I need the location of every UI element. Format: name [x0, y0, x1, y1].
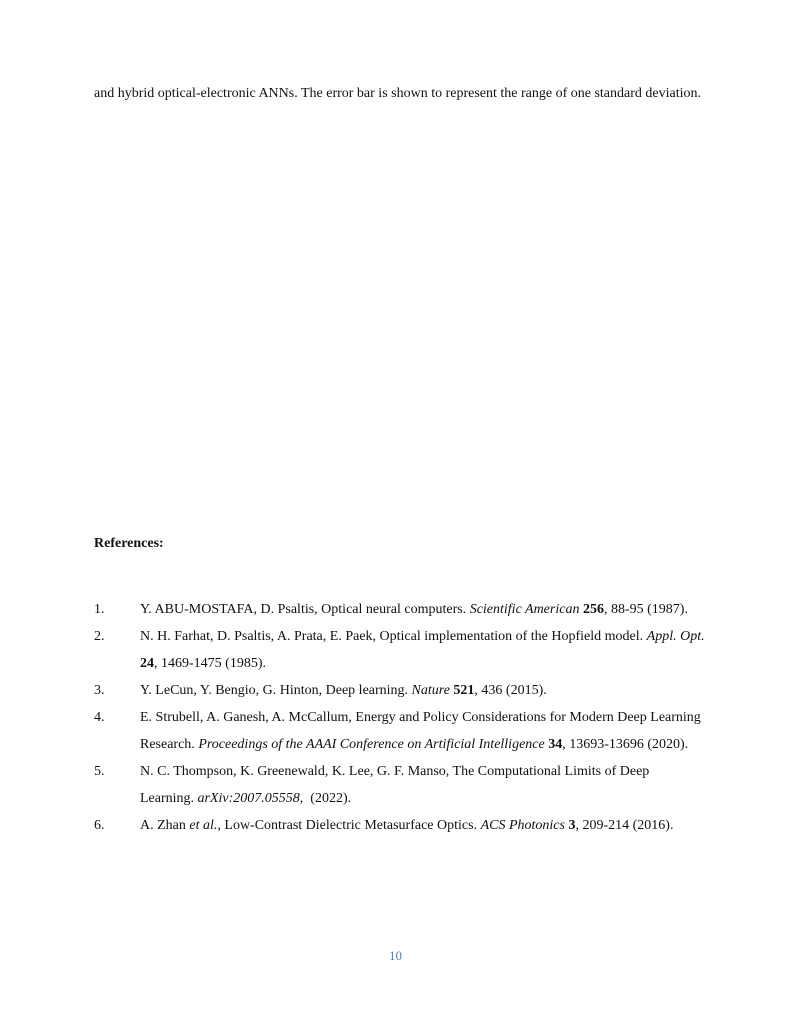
reference-text — [140, 623, 706, 677]
reference-item — [94, 704, 706, 758]
reference-number: 4. — [94, 710, 105, 725]
reference-journal: Scientific American — [469, 602, 580, 617]
reference-number: 5. — [94, 764, 105, 779]
reference-pages-year: , 13693-13696 (2020). — [562, 737, 689, 752]
reference-authors: A. Zhan — [140, 818, 190, 833]
references-list — [94, 596, 706, 839]
reference-volume: 256 — [582, 602, 604, 617]
reference-volume: 24 — [140, 656, 154, 671]
reference-pages-year: , 209-214 (2016). — [575, 818, 674, 833]
figure-caption-continuation: and hybrid optical-electronic ANNs. The error bar is shown to represent the range of one standard deviation. — [94, 86, 701, 101]
reference-title: , Low-Contrast Dielectric Metasurface Optics. — [217, 818, 478, 833]
reference-et-al: et al. — [189, 818, 218, 833]
page-number: 10 — [389, 948, 402, 963]
reference-journal: Appl. Opt. — [646, 629, 705, 644]
reference-journal: ACS Photonics — [480, 818, 565, 833]
reference-text — [140, 704, 706, 758]
reference-text — [140, 758, 706, 812]
reference-authors-title: E. Strubell, A. Ganesh, A. McCallum, Energy and Policy Considerations for Modern Deep Learning Research. — [140, 710, 701, 752]
reference-authors-title: Y. ABU-MOSTAFA, D. Psaltis, Optical neural computers. — [140, 602, 467, 617]
reference-pages-year: , 436 (2015). — [474, 683, 547, 698]
references-heading: References: — [94, 536, 164, 551]
reference-volume: 521 — [453, 683, 475, 698]
reference-number: 1. — [94, 602, 105, 617]
reference-number: 6. — [94, 818, 105, 833]
reference-item — [94, 677, 706, 704]
reference-number: 3. — [94, 683, 105, 698]
reference-item — [94, 596, 706, 623]
reference-journal: Proceedings of the AAAI Conference on Artificial Intelligence — [198, 737, 545, 752]
reference-number: 2. — [94, 629, 105, 644]
reference-item — [94, 758, 706, 812]
reference-volume: 3 — [568, 818, 576, 833]
reference-journal: arXiv:2007.05558, — [197, 791, 304, 806]
reference-text — [140, 677, 706, 704]
reference-authors-title: N. H. Farhat, D. Psaltis, A. Prata, E. Paek, Optical implementation of the Hopfield model. — [140, 629, 644, 644]
reference-item — [94, 812, 706, 839]
reference-authors-title: Y. LeCun, Y. Bengio, G. Hinton, Deep learning. — [140, 683, 409, 698]
reference-pages-year: , 1469-1475 (1985). — [154, 656, 266, 671]
reference-text — [140, 596, 706, 623]
reference-pages-year: , 88-95 (1987). — [603, 602, 688, 617]
reference-text — [140, 812, 706, 839]
reference-item — [94, 623, 706, 677]
reference-journal: Nature — [411, 683, 450, 698]
reference-authors-title: N. C. Thompson, K. Greenewald, K. Lee, G. F. Manso, The Computational Limits of Deep Learning. — [140, 764, 650, 806]
reference-volume: 34 — [548, 737, 563, 752]
reference-pages-year: (2022). — [303, 791, 352, 806]
